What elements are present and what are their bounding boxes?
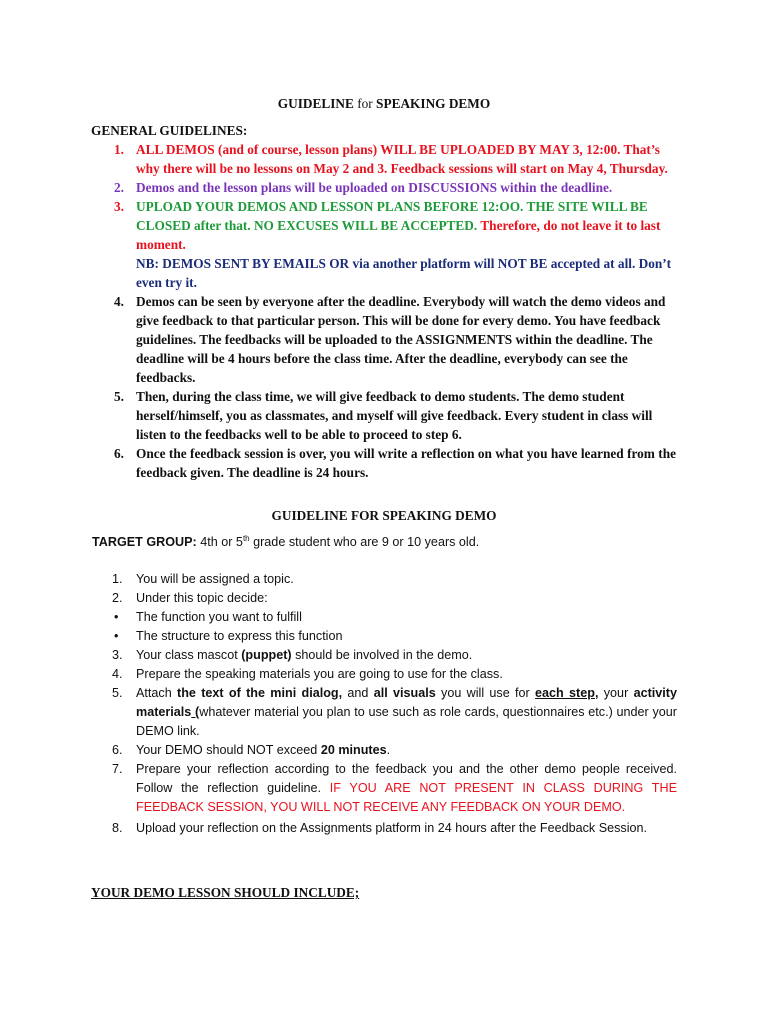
target-sup: th: [242, 534, 250, 543]
demo-lesson-heading: YOUR DEMO LESSON SHOULD INCLUDE;: [91, 885, 360, 900]
item-text: The structure to express this function: [136, 629, 343, 643]
list-item: [0, 760, 677, 817]
item-text-bold: all visuals: [373, 686, 436, 700]
item-text-green: UPLOAD YOUR DEMOS AND LESSON PLANS BEFORE 12:OO. THE SITE WILL BE CLOSED after that. NO EXCUSES WILL BE ACCEPTED.: [136, 199, 648, 233]
item-number: 2.: [112, 591, 123, 605]
title-part-for: for: [357, 96, 373, 111]
item-number: 6.: [114, 446, 124, 461]
target-text: grade student who are 9 or 10 years old.: [249, 535, 480, 549]
item-text: .: [386, 743, 391, 757]
item-text: whatever material you plan to use such as role cards, questionnaires etc.) under your DEMO link.: [136, 705, 677, 738]
item-text: you will use for: [435, 686, 536, 700]
item-number: 2.: [114, 180, 124, 195]
item-text: Then, during the class time, we will give feedback to demo students. The demo student herself/himself, you as classmates, and myself will give feedback. Every student in class will listen to the feedbacks well to be able to proceed to step 6.: [136, 389, 653, 442]
item-text: Your DEMO should NOT exceed: [136, 743, 321, 757]
item-number: 5.: [112, 686, 123, 700]
item-text-bold: activity materials: [136, 686, 677, 719]
target-text: 4th or 5: [196, 535, 243, 549]
demo-steps-list: [0, 570, 768, 839]
list-item: [0, 444, 676, 482]
item-number: 5.: [114, 389, 124, 404]
item-number: 8.: [112, 821, 123, 835]
document-title: [0, 94, 768, 113]
list-item: [0, 140, 676, 178]
item-text: Prepare your reflection according to the feedback you and the other demo people received. Follow the reflection guideline.: [136, 762, 677, 795]
item-text: Demos and the lesson plans will be uploaded on DISCUSSIONS within the deadline.: [136, 180, 613, 195]
general-guidelines-list: [0, 140, 768, 482]
item-text-note: NB: DEMOS SENT BY EMAILS OR via another platform will NOT BE accepted at all. Don’t even try it.: [136, 256, 672, 290]
target-group: [92, 533, 479, 552]
title-part: GUIDELINE: [277, 96, 358, 111]
item-text: Your class mascot: [136, 648, 242, 662]
item-text: Demos can be seen by everyone after the deadline. Everybody will watch the demo videos and give feedback to that particular person. This will be done for every demo. You have feedback guidelines. The feedbacks will be uploaded to the ASSIGNMENTS within the deadline. The deadline will be 4 hours before the class time. After the deadline, everybody can see the feedbacks.: [136, 294, 666, 385]
bullet-icon: •: [114, 629, 119, 643]
list-item: [0, 589, 677, 608]
list-item: [0, 570, 677, 589]
list-item: [0, 178, 676, 197]
list-item: [0, 292, 676, 387]
item-text: Attach: [136, 686, 178, 700]
item-text: Upload your reflection on the Assignments platform in 24 hours after the Feedback Session.: [136, 821, 648, 835]
item-text: The function you want to fulfill: [136, 610, 302, 624]
item-text: and: [342, 686, 374, 700]
item-text-bold-underline: (: [191, 705, 200, 719]
item-number: 1.: [114, 142, 124, 157]
item-text-bold-underline: each step: [535, 686, 595, 700]
item-number: 4.: [112, 667, 123, 681]
list-item: [0, 387, 676, 444]
list-item: [0, 684, 677, 741]
item-number: 6.: [112, 743, 123, 757]
item-text: should be involved in the demo.: [291, 648, 473, 662]
list-item: [0, 197, 676, 292]
item-number: 7.: [112, 762, 123, 776]
list-item: [0, 646, 677, 665]
title-part: SPEAKING DEMO: [372, 96, 491, 111]
item-text: Prepare the speaking materials you are going to use for the class.: [136, 667, 503, 681]
item-number: 3.: [112, 648, 123, 662]
item-text: Under this topic decide:: [136, 591, 268, 605]
target-label: TARGET GROUP:: [92, 535, 197, 549]
item-text-warning: IF YOU ARE NOT PRESENT IN CLASS DURING THE FEEDBACK SESSION, YOU WILL NOT RECEIVE ANY FEEDBACK ON YOUR DEMO.: [136, 781, 677, 814]
list-item: [0, 741, 677, 760]
item-text: your: [598, 686, 634, 700]
list-item: [0, 665, 677, 684]
item-text-bold: ,: [594, 686, 599, 700]
item-number: 3.: [114, 199, 124, 214]
item-text-bold: 20 minutes: [320, 743, 387, 757]
section-title: GUIDELINE FOR SPEAKING DEMO: [271, 508, 497, 523]
item-text: Once the feedback session is over, you will write a reflection on what you have learned from the feedback given. The deadline is 24 hours.: [136, 446, 676, 480]
bullet-item: [0, 608, 677, 627]
general-guidelines-heading: GENERAL GUIDELINES:: [91, 123, 248, 138]
bullet-item: [0, 627, 677, 646]
item-text: ALL DEMOS (and of course, lesson plans) WILL BE UPLOADED BY MAY 3, 12:00. That’s why there will be no lessons on May 2 and 3. Feedback sessions will start on May 4, Thursday.: [136, 142, 668, 176]
item-text: You will be assigned a topic.: [136, 572, 294, 586]
item-text-bold: (puppet): [241, 648, 292, 662]
bullet-icon: •: [114, 610, 119, 624]
list-item: [0, 817, 677, 839]
item-number: 4.: [114, 294, 124, 309]
item-number: 1.: [112, 572, 123, 586]
item-text-bold: the text of the mini dialog,: [177, 686, 343, 700]
item-text-red: Therefore, do not leave it to last moment.: [136, 218, 661, 252]
